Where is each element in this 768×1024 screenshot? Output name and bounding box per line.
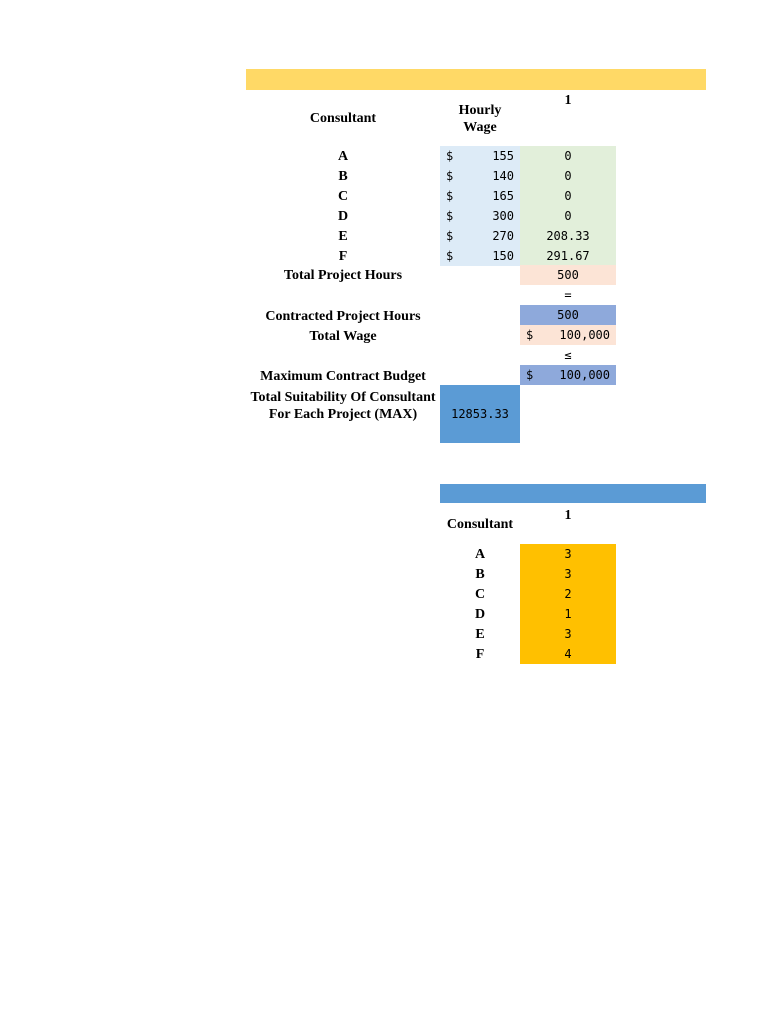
suitability-score-cell[interactable]: 2 [520,584,616,604]
table2-consultant-name: E [475,627,485,642]
project-hours-cell[interactable]: 0 [520,146,616,166]
wage-currency: $ [446,169,454,183]
total-wage-value: 100,000 [559,328,610,342]
consultant-name: F [338,249,348,264]
consultant-name: D [337,209,349,224]
hourly-wage-cell[interactable] [440,206,520,226]
wage-value: 270 [492,229,514,243]
suitability-score-cell[interactable]: 3 [520,624,616,644]
consultant-name: B [338,169,348,184]
hourly-wage-cell[interactable] [440,186,520,206]
project-hours-cell[interactable]: 0 [520,166,616,186]
wage-value: 165 [492,189,514,203]
wage-value: 140 [492,169,514,183]
table2-consultant-header: Consultant [446,517,514,532]
max-budget-value: 100,000 [559,368,610,382]
hourly-wage-header: Hourly Wage [458,103,502,135]
table2-consultant-name: A [474,547,486,562]
hourly-wage-cell[interactable] [440,166,520,186]
suitability-score-cell[interactable]: 4 [520,644,616,664]
wage-currency: $ [446,249,454,263]
total-suitability-label: Total Suitability Of Consultant For Each Project (MAX) [250,390,436,422]
wage-currency: $ [446,209,454,223]
wage-value: 155 [492,149,514,163]
max-contract-budget-label: Maximum Contract Budget [260,369,426,384]
table2-header-bar [440,484,706,503]
table1-header-bar [246,69,706,90]
wage-value: 300 [492,209,514,223]
leq-symbol: ≤ [564,348,572,362]
total-wage-currency: $ [526,328,534,342]
wage-currency: $ [446,229,454,243]
suitability-score-cell[interactable]: 3 [520,544,616,564]
total-project-hours-label: Total Project Hours [283,268,403,283]
suitability-score-cell[interactable]: 1 [520,604,616,624]
equals-symbol: = [564,288,572,302]
wage-value: 150 [492,249,514,263]
wage-currency: $ [446,189,454,203]
table2-consultant-name: D [474,607,486,622]
hourly-wage-cell[interactable] [440,246,520,266]
hourly-wage-cell[interactable] [440,226,520,246]
consultant-name: A [337,149,349,164]
table2-project-1-header: 1 [564,508,572,523]
max-budget-currency: $ [526,368,534,382]
hourly-wage-cell[interactable] [440,146,520,166]
project-hours-cell[interactable]: 0 [520,186,616,206]
consultant-name: E [338,229,348,244]
max-contract-budget-cell[interactable] [520,365,616,385]
contracted-project-hours-label: Contracted Project Hours [265,309,421,324]
project-hours-cell[interactable]: 0 [520,206,616,226]
total-wage-cell[interactable] [520,325,616,345]
total-suitability-value[interactable]: 12853.33 [440,385,520,443]
wage-currency: $ [446,149,454,163]
project-1-header: 1 [564,93,572,108]
table2-consultant-name: F [475,647,485,662]
project-hours-cell[interactable]: 208.33 [520,226,616,246]
table2-consultant-name: B [475,567,485,582]
project-hours-cell[interactable]: 291.67 [520,246,616,266]
suitability-score-cell[interactable]: 3 [520,564,616,584]
consultant-name: C [337,189,349,204]
table2-consultant-name: C [474,587,486,602]
consultant-header: Consultant [309,111,377,126]
total-wage-label: Total Wage [309,329,377,344]
total-project-hours-value[interactable]: 500 [520,265,616,285]
contracted-project-hours-value[interactable]: 500 [520,305,616,325]
